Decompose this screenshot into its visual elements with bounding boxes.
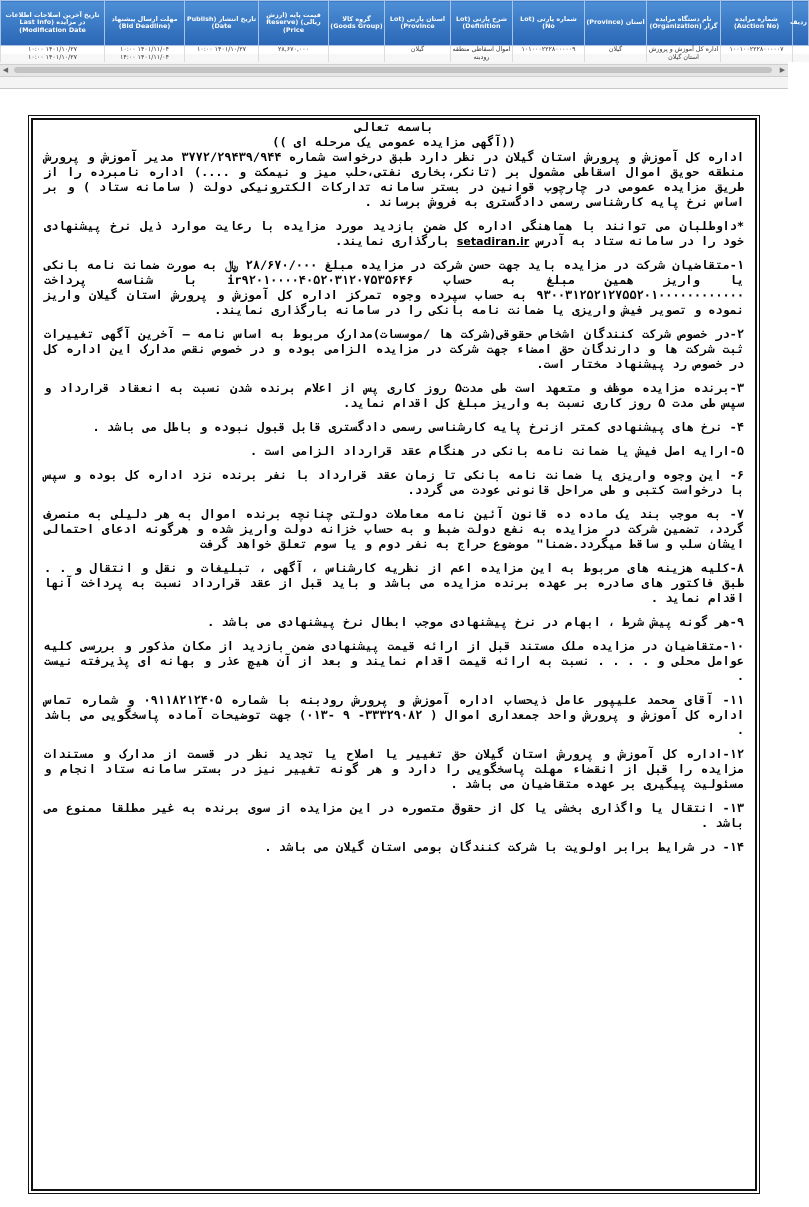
table-cell: اداره کل آموزش و پرورش	[647, 46, 721, 55]
condition-item: ۶- این وجوه واریزی یا ضمانت نامه بانکی تا زمان عقد قرارداد با نفر برنده نزد اداره کل بوده و سپس با درخواست کتبی و طی مراحل قانونی عودت می گردد.	[44, 468, 744, 497]
notice-text: *داوطلبان می توانند با هماهنگی اداره کل ضمن بازدید مورد مزایده با رعایت موارد ذیل نرخ پیشنهادی خود را در سامانه ستاد به آدرس	[44, 219, 744, 248]
table-cell: استان گیلان	[647, 54, 721, 62]
table-cell: ۱۴۰۱/۱۱/۰۴ ۱۴:۰۰	[105, 54, 185, 62]
condition-item: ۱۳- انتقال یا واگذاری بخشی یا کل از حقوق متصوره در این مزایده از سوی برنده به غیر مطلقا ممنوع می باشد .	[44, 801, 744, 830]
table-row[interactable]	[1, 46, 809, 55]
notice-title: باسمه تعالی	[354, 120, 434, 134]
condition-item: ۱-متقاضیان شرکت در مزایده باید جهت حسن شرکت در مزایده مبلغ ۲۸/۶۷۰/۰۰۰ ﷼ به صورت ضمانت نامه بانکی یا واریز همین مبلغ به حساب ir۹۲۰۱۰۰۰۰۴۰۵۲۰۳۱۲۰۷۵۳۵۶۴۶ با شناسه پرداخت ۹۳۰۰۳۱۲۵۲۱۲۷۵۵۲۰۱۰۰۰۰۰۰۰۰۰۰۰۰ به حساب سپرده وجوه تمرکز اداره کل آموزش و پرورش استان گیلان واریز نموده و تصویر فیش واریزی یا ضمانت نامه بانکی را در سامانه بارگذاری نمایند.	[44, 258, 744, 317]
condition-item: ۴- نرخ های پیشنهادی کمتر ازنرخ پایه کارشناسی رسمی دادگستری قابل قبول نبوده و باطل می باشد .	[92, 420, 744, 434]
table-header-row	[1, 1, 809, 46]
scrollbar-thumb[interactable]	[14, 67, 772, 73]
table-cell	[329, 46, 385, 55]
condition-item: ۷- به موجب بند یک ماده ده قانون آئین نامه معاملات دولتی چنانچه برنده اموال به هر دلیلی به منصرف گردد، تضمین شرکت در مزایده به نفع دولت ضبط و به حساب خزانه دولت واریز شده و هرگونه ادعای احتمالی ایشان سلب و ساقط میگردد.ضمنا" موضوع حراج به نفر دوم و یا سوم تعلق خواهد گرفت	[44, 507, 744, 551]
notice-text: بارگذاری نمایند.	[335, 234, 450, 248]
table-cell: گیلان	[385, 46, 451, 55]
table-cell	[259, 54, 329, 62]
scroll-right-icon[interactable]: ▶	[779, 66, 786, 74]
column-header[interactable]: تاریخ انتشار (Publish Date)	[185, 1, 259, 46]
table-cell: ۱۴۰۱/۱۰/۲۷ ۱۰:۰۰	[185, 46, 259, 55]
column-header[interactable]: استان پارتی (Lot Province)	[385, 1, 451, 46]
auction-table	[0, 0, 809, 62]
condition-item: ۱۲-اداره کل آموزش و پرورش استان گیلان حق تغییر یا اصلاح یا تجدید نظر در قسمت از مدارک و مستندات مزایده را قبل از انقضاء مهلت پاسخگویی را دارد و هر گونه تغییر نیز در بستر سامانه ستاد انجام و مسئولیت پیگیری بر عهده متقاضیان می باشد .	[44, 747, 744, 791]
condition-item: ۳-برنده مزایده موظف و متعهد است طی مدت۵ روز کاری پس از اعلام برنده شدن نسبت به انعقاد قرارداد و سپس طی مدت ۵ روز کاری نسبت به واریز مبلغ کل اقدام نماید.	[44, 381, 745, 410]
condition-item: ۹-هر گونه پیش شرط ، ابهام در نرخ پیشنهادی موجب ابطال نرخ پیشنهادی می باشد .	[207, 615, 744, 629]
column-header[interactable]: گروه کالا (Goods Group)	[329, 1, 385, 46]
column-header[interactable]: شماره پارتی (Lot No)	[513, 1, 585, 46]
table-cell: اموال اسقاطی منطقه	[452, 46, 511, 53]
horizontal-scrollbar[interactable]	[0, 64, 788, 77]
column-header[interactable]: شماره مزایده (Auction No)	[721, 1, 793, 46]
scroll-left-icon[interactable]: ◀	[2, 66, 9, 74]
condition-item: ۸-کلیه هزینه های مربوط به این مزایده اعم از نظریه کارشناس ، آگهی ، تبلیغات و نقل و انتقال و . . طبق فاکتور های صادره بر عهده برنده مزایده می باشد و باید قبل از عقد قرارداد نسبت به پرداخت آنها اقدام نماید .	[44, 561, 744, 605]
auction-notice	[44, 120, 744, 855]
table-cell	[721, 54, 793, 62]
auction-table-panel	[0, 0, 807, 89]
column-header[interactable]: قیمت پایه (ارزش ریالی) (Reserve Price)	[259, 1, 329, 46]
column-header[interactable]: استان (Province)	[585, 1, 647, 46]
column-header[interactable]: تاریخ آخرین اصلاحات اطلاعات در مزایده (Last Info Modification Date)	[1, 1, 105, 46]
website-link[interactable]: setadiran.ir	[456, 235, 530, 248]
table-cell	[585, 54, 647, 62]
table-cell: ۱۰۱۰۰۰۲۲۲۸۰۰۰۰۰۹	[513, 46, 585, 55]
table-cell: گیلان	[585, 46, 647, 55]
column-header[interactable]: شرح پارتی (Lot Definition)	[451, 1, 513, 46]
condition-item: ۲-در خصوص شرکت کنندگان اشخاص حقوقی(شرکت ها /موسسات)مدارک مربوط به اساس نامه – آخرین آگهی تغییرات ثبت شرکت ها و دارندگان حق امضاء جهت شرکت در مزایده الزامی بوده و در خصوص نقص مدارک این اداره کل در خصوص رد پیشنهاد مختار است.	[44, 327, 744, 371]
column-header[interactable]: مهلت ارسال پیشنهاد (Bid Deadline)	[105, 1, 185, 46]
notice-paragraph	[44, 219, 744, 249]
condition-item: ۱۱- آقای محمد علیپور عامل ذیحساب اداره آموزش و پرورش رودبنه با شماره ۰۹۱۱۸۲۱۲۴۰۵ و شماره تماس اداره کل آموزش و پرورش واحد جمعداری اموال ( ۳۳۳۲۹۰۸۲- ۹ -۰۱۳) جهت توضیحات آماده پاسخگویی می باشد .	[44, 693, 744, 737]
table-cell	[793, 54, 809, 62]
column-header[interactable]: نام دستگاه مزایده گزار (Organization)	[647, 1, 721, 46]
table-cell	[185, 54, 259, 62]
table-cell: ۱۴۰۱/۱۱/۰۴ ۱۰:۰۰	[105, 46, 185, 55]
table-cell: ۱۴۰۱/۱۰/۲۷ ۱۰:۰۰	[1, 46, 105, 55]
table-cell	[385, 54, 451, 62]
table-cell	[513, 54, 585, 62]
table-cell: رودبنه	[451, 54, 513, 62]
table-row[interactable]	[1, 54, 809, 62]
table-cell: ۱۰۰۱۰۰۲۲۲۸۰۰۰۰۰۷	[721, 46, 793, 55]
notice-subtitle: ((آگهی مزایده عمومی یک مرحله ای ))	[272, 135, 516, 149]
table-cell: ۱۴۰۱/۱۰/۲۷ ۱۰:۰۰	[1, 54, 105, 62]
table-cell	[793, 46, 809, 55]
notice-intro: اداره کل آموزش و پرورش استان گیلان در نظر دارد طبق درخواست شماره ۳۷۷۲/۲۹۴۳۹/۹۴۴ مدیر آموزش و پرورش منطقه حویق اموال اسقاطی مشمول بر (تانکر،بخاری نفتی،حلب میز و نیمکت و ....) اداره نامبرده را از طریق مزایده عمومی در چارچوب قوانین در بستر سامانه تدارکات الکترونیکی دولت ( سامانه ستاد ) و بر اساس نرخ پایه کارشناسی رسمی دادگستری به فروش برساند .	[44, 150, 744, 209]
table-cell	[329, 54, 385, 62]
condition-item: ۵-ارایه اصل فیش یا ضمانت نامه بانکی در هنگام عقد قرارداد الزامی است .	[250, 444, 744, 458]
condition-item: ۱۴- در شرایط برابر اولویت با شرکت کنندگان بومی استان گیلان می باشد .	[264, 840, 744, 854]
column-header[interactable]: ردیف	[793, 1, 809, 46]
table-cell: ۲۸,۶۷۰,۰۰۰	[259, 46, 329, 55]
condition-item: ۱۰-متقاضیان در مزایده ملک مستند قبل از ارائه قیمت پیشنهادی ضمن بازدید از مکان مذکور و بررسی کلیه عوامل محلی و . . . . نسبت به ارائه قیمت اقدام نمایند و بعد از آن هیچ عذر و بهانه ای پذیرفته نیست .	[44, 639, 744, 683]
